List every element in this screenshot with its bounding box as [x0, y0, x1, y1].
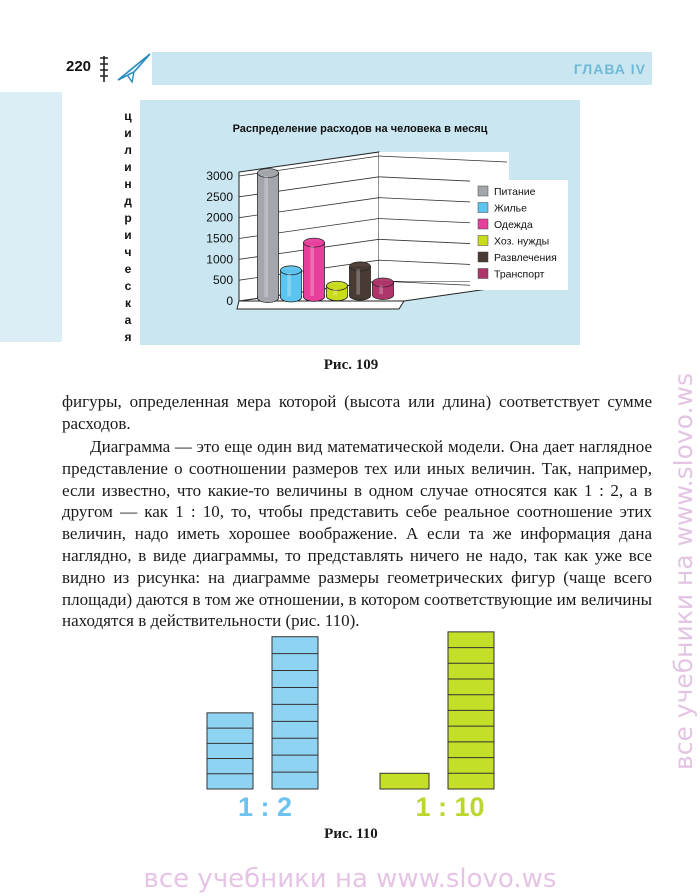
- expense-chart: [140, 100, 580, 345]
- vertical-label-letter: я: [124, 330, 132, 344]
- vertical-label-letter: н: [124, 177, 132, 191]
- vertical-watermark: [666, 120, 700, 770]
- legend-swatch: [478, 252, 488, 262]
- vertical-label-letter: ч: [124, 245, 132, 259]
- vertical-label-letter: д: [124, 194, 132, 208]
- vertical-label-letter: ц: [124, 109, 132, 123]
- ratio-diagram: [190, 630, 530, 825]
- paragraph-2: [62, 436, 652, 632]
- cylinder-bar: [281, 266, 302, 302]
- legend-swatch: [478, 203, 488, 213]
- legend-swatch: [478, 269, 488, 279]
- vertical-label-letter: е: [124, 262, 132, 276]
- page-header: [62, 46, 652, 92]
- vertical-watermark-text: все учебники на www.slovo.ws: [669, 373, 698, 770]
- chart-title: Распределение расходов на человека в месяц: [232, 123, 488, 135]
- paragraph-1-text: фигуры, определенная мера которой (высота или длина) соответствует сумме расходов.: [62, 392, 652, 433]
- vertical-label-letter: и: [124, 228, 132, 242]
- vertical-label-letter: и: [124, 126, 132, 140]
- vertical-label: [120, 108, 136, 346]
- spiral-binding-icon: [98, 54, 110, 84]
- ratio-bar: [272, 637, 318, 789]
- vertical-label-letter: л: [124, 143, 132, 157]
- legend-label: Хоз. нужды: [494, 235, 550, 248]
- cylinder-bar: [258, 169, 279, 303]
- bottom-watermark: все учебники на www.slovo.ws: [143, 864, 557, 894]
- ratio-label: 1 : 2: [237, 792, 293, 822]
- y-tick-label: 3000: [206, 169, 233, 183]
- paragraph-1: [62, 391, 652, 435]
- ratio-label: 1 : 10: [415, 792, 485, 822]
- vertical-label-letter: и: [124, 160, 132, 174]
- cylinder-bar: [327, 281, 348, 300]
- figure-109-caption: Рис. 109: [323, 357, 379, 373]
- ratio-bar: [207, 713, 253, 789]
- legend-label: Одежда: [494, 219, 533, 231]
- page-number: 220: [66, 58, 92, 75]
- chapter-title: ГЛАВА IV: [573, 61, 646, 77]
- paper-plane-icon: [114, 50, 154, 84]
- cylinder-bar: [304, 238, 325, 301]
- legend-swatch: [478, 186, 488, 196]
- legend-swatch: [478, 219, 488, 229]
- legend-label: Питание: [494, 186, 536, 198]
- legend-swatch: [478, 236, 488, 246]
- vertical-label-letter: с: [124, 279, 132, 293]
- ratio-group: [207, 637, 318, 822]
- legend-label: Жилье: [494, 202, 527, 215]
- figure-110-caption: Рис. 110: [324, 826, 378, 842]
- ratio-bar: [448, 632, 494, 789]
- cylinder-bar: [350, 262, 371, 300]
- ratio-group: [380, 632, 494, 822]
- y-tick-label: 2500: [206, 189, 233, 204]
- vertical-label-letter: а: [124, 313, 132, 327]
- legend-label: Развлечения: [494, 252, 557, 264]
- chart-floor-edge: [237, 301, 404, 309]
- vertical-label-letter: к: [124, 296, 131, 310]
- y-tick-label: 500: [212, 273, 233, 288]
- paragraph-2-text: Диаграмма — это еще один вид математической модели. Она дает наглядное представление о соотношении размеров тех или иных величин. Так, например, если известно, что какие-то величины в одном случае относятся как 1 : 2, а в другом — как 1 : 10, то, чтобы представить себе реальное соотношение этих величин, надо иметь хорошее воображение. А если та же информация дана наглядно, в виде диаграммы, то представлять ничего не надо, так как уже все видно из рисунка: на диаграмме размеры геометрических фигур (чаще всего площади) даются в том же отношении, в котором соответствующие им величины находятся в действительности (рис. 110).: [62, 437, 652, 631]
- ratio-bar: [380, 773, 429, 789]
- y-tick-label: 1000: [206, 252, 233, 267]
- vertical-label-letter: р: [124, 211, 132, 225]
- legend-label: Транспорт: [494, 268, 545, 281]
- cylinder-bar: [373, 278, 394, 300]
- y-tick-label: 2000: [206, 210, 233, 225]
- y-tick-label: 0: [226, 294, 233, 308]
- margin-panel: [0, 92, 62, 342]
- y-tick-label: 1500: [206, 231, 233, 246]
